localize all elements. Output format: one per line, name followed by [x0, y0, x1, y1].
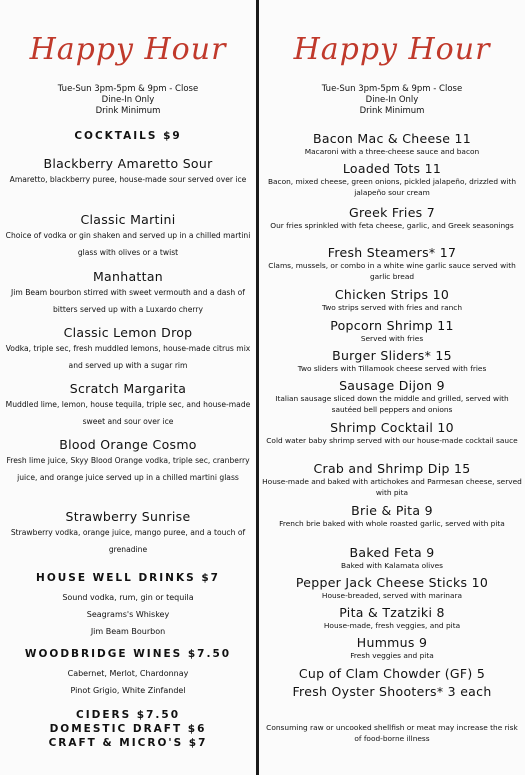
food-desc: Two sliders with Tillamook cheese served with fries — [297, 364, 487, 373]
cocktail-item — [0, 212, 256, 261]
drink-minimum-line: Drink Minimum — [95, 106, 161, 116]
food-item — [259, 635, 525, 661]
wine-item: Pinot Grigio, White Zinfandel — [70, 686, 186, 695]
food-name: Bacon Mac & Cheese 11 — [312, 131, 472, 146]
drink-minimum-line: Drink Minimum — [359, 106, 425, 116]
cocktail-name: Scratch Margarita — [69, 381, 187, 396]
food-name: Brie & Pita 9 — [351, 503, 433, 518]
food-item — [259, 131, 525, 157]
happy-hour-title: Happy Hour — [29, 32, 227, 67]
food-desc: Italian sausage sliced down the middle and grilled, served with sautéed bell peppers and onions — [275, 394, 509, 414]
food-item — [259, 684, 525, 699]
cocktail-name: Strawberry Sunrise — [65, 509, 191, 524]
food-item — [259, 161, 525, 198]
drinks-menu-page — [0, 0, 256, 775]
food-item — [259, 503, 525, 529]
cocktail-name: Classic Lemon Drop — [63, 325, 193, 340]
craft-micro-header: CRAFT & MICRO'S $7 — [48, 737, 208, 749]
cocktail-desc: Vodka, triple sec, fresh muddled lemons, house-made citrus mix and served up with a sugar rim — [5, 344, 251, 370]
cocktail-item — [0, 509, 256, 558]
food-item — [259, 545, 525, 571]
food-desc: House-made, fresh veggies, and pita — [323, 621, 461, 630]
wine-item: Cabernet, Merlot, Chardonnay — [67, 669, 189, 678]
food-desc: Baked with Kalamata olives — [341, 561, 443, 570]
domestic-draft-header: DOMESTIC DRAFT $6 — [49, 723, 207, 735]
happy-hour-title: Happy Hour — [293, 32, 491, 67]
cocktail-desc: Fresh lime juice, Skyy Blood Orange vodka, triple sec, cranberry juice, and orange juice served up in a chilled martini glass — [6, 456, 250, 482]
food-name: Cup of Clam Chowder (GF) 5 — [298, 666, 486, 681]
cocktail-desc: Muddled lime, lemon, house tequila, triple sec, and house-made sweet and sour over ice — [5, 400, 251, 426]
food-item — [259, 318, 525, 344]
food-desc: House-made and baked with artichokes and Parmesan cheese, served with pita — [262, 477, 522, 497]
food-item — [259, 666, 525, 681]
well-item: Sound vodka, rum, gin or tequila — [62, 593, 194, 602]
food-name: Shrimp Cocktail 10 — [330, 420, 454, 435]
dine-in-line: Dine-In Only — [365, 95, 419, 105]
cocktail-desc: Amaretto, blackberry puree, house-made sour served over ice — [9, 175, 247, 184]
food-item — [259, 348, 525, 374]
food-name: Loaded Tots 11 — [342, 161, 442, 176]
food-name: Pita & Tzatziki 8 — [339, 605, 445, 620]
cocktail-name: Manhattan — [92, 269, 164, 284]
food-name: Sausage Dijon 9 — [339, 378, 445, 393]
cocktail-item — [0, 437, 256, 486]
food-menu-page — [259, 0, 525, 775]
cocktail-item — [0, 381, 256, 430]
well-drinks-list — [0, 589, 256, 640]
food-name: Pepper Jack Cheese Sticks 10 — [295, 575, 489, 590]
food-item — [259, 245, 525, 282]
wines-list — [0, 665, 256, 699]
food-desc: Macaroni with a three-cheese sauce and bacon — [304, 147, 480, 156]
wines-header: WOODBRIDGE WINES $7.50 — [24, 648, 232, 660]
food-item — [259, 205, 525, 231]
food-name: Hummus 9 — [356, 635, 428, 650]
food-name: Chicken Strips 10 — [334, 287, 450, 302]
cocktail-name: Blood Orange Cosmo — [59, 437, 197, 452]
food-desc: Two strips served with fries and ranch — [321, 303, 463, 312]
food-name: Burger Sliders* 15 — [332, 348, 452, 363]
food-item — [259, 287, 525, 313]
well-drinks-header: HOUSE WELL DRINKS $7 — [36, 572, 220, 584]
well-item: Seagrams's Whiskey — [86, 610, 170, 619]
hours-line: Tue-Sun 3pm-5pm & 9pm - Close — [321, 84, 463, 94]
food-desc: House-breaded, served with marinara — [321, 591, 463, 600]
food-name: Fresh Oyster Shooters* 3 each — [292, 684, 492, 699]
cocktails-header: COCKTAILS $9 — [74, 130, 182, 142]
cocktail-item — [0, 156, 256, 188]
food-name: Fresh Steamers* 17 — [327, 245, 457, 260]
cocktail-name: Blackberry Amaretto Sour — [43, 156, 213, 171]
food-desc: Served with fries — [360, 334, 424, 343]
food-name: Crab and Shrimp Dip 15 — [313, 461, 471, 476]
hours-line: Tue-Sun 3pm-5pm & 9pm - Close — [57, 84, 199, 94]
food-desc: Cold water baby shrimp served with our house-made cocktail sauce — [266, 436, 518, 445]
cocktail-desc: Strawberry vodka, orange juice, mango puree, and a touch of grenadine — [10, 528, 246, 554]
food-desc: Bacon, mixed cheese, green onions, pickled jalapeño, drizzled with jalapeño sour cream — [267, 177, 517, 197]
food-item — [259, 575, 525, 601]
cocktail-desc: Choice of vodka or gin shaken and served up in a chilled martini glass with olives or a twist — [5, 231, 251, 257]
food-desc: French brie baked with whole roasted garlic, served with pita — [279, 519, 505, 528]
health-warning-note: Consuming raw or uncooked shellfish or meat may increase the risk of food-borne illness — [266, 723, 518, 743]
cocktail-item — [0, 269, 256, 318]
food-name: Greek Fries 7 — [348, 205, 436, 220]
dine-in-line: Dine-In Only — [101, 95, 155, 105]
hours-info — [259, 84, 525, 117]
cocktail-desc: Jim Beam bourbon stirred with sweet vermouth and a dash of bitters served up with a Luxardo cherry — [11, 288, 245, 314]
hours-info — [0, 84, 256, 117]
ciders-header: CIDERS $7.50 — [75, 709, 181, 721]
food-item — [259, 605, 525, 631]
cocktail-item — [0, 325, 256, 374]
food-item — [259, 420, 525, 446]
food-item — [259, 378, 525, 415]
well-item: Jim Beam Bourbon — [90, 627, 166, 636]
food-desc: Fresh veggies and pita — [350, 651, 434, 660]
food-desc: Our fries sprinkled with feta cheese, garlic, and Greek seasonings — [270, 221, 514, 230]
food-item — [259, 461, 525, 498]
food-name: Popcorn Shrimp 11 — [330, 318, 454, 333]
food-desc: Clams, mussels, or combo in a white wine garlic sauce served with garlic bread — [268, 261, 516, 281]
food-name: Baked Feta 9 — [349, 545, 435, 560]
cocktail-name: Classic Martini — [80, 212, 176, 227]
